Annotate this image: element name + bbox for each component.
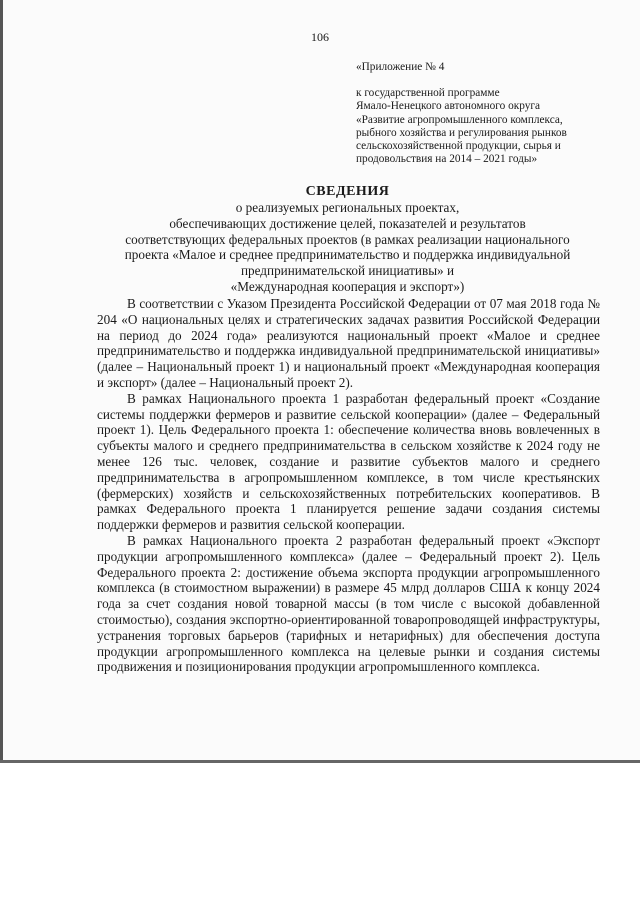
- page-number: 106: [311, 30, 329, 44]
- body-text: [97, 296, 600, 675]
- document-heading: [70, 183, 625, 295]
- heading-title: СВЕДЕНИЯ: [305, 184, 390, 199]
- appendix-title: «Приложение № 4: [356, 61, 445, 73]
- heading-line: обеспечивающих достижение целей, показателей и результатов: [169, 215, 526, 231]
- heading-line: проекта «Малое и среднее предпринимательство и поддержка индивидуальной: [124, 247, 571, 263]
- scan-edge-bottom: [0, 760, 640, 763]
- heading-line: соответствующих федеральных проектов (в рамках реализации национального: [125, 231, 570, 247]
- appendix-line: продовольствия на 2014 – 2021 годы»: [356, 153, 538, 166]
- appendix-line: рыбного хозяйства и регулирования рынков: [356, 126, 567, 139]
- heading-line: «Международная кооперация и экспорт»): [230, 278, 465, 294]
- appendix-line: Ямало-Ненецкого автономного округа: [356, 100, 541, 113]
- paragraph: В соответствии с Указом Президента Российской Федерации от 07 мая 2018 года № 204 «О национальных целях и стратегических задачах развития Российской Федерации на период до 2024 года» реализуются национальный проект «Малое и среднее предпринимательство и поддержка индивидуальной предпринимательской инициативы» (далее – Национальный проект 1) и национальный проект «Международная кооперация и экспорт» (далее – Национальный проект 2).: [97, 296, 600, 390]
- appendix-line: сельскохозяйственной продукции, сырья и: [356, 140, 561, 153]
- appendix-line: «Развитие агропромышленного комплекса,: [356, 113, 563, 126]
- scan-edge-left: [0, 0, 3, 762]
- heading-line: о реализуемых региональных проектах,: [235, 200, 460, 215]
- paragraph: В рамках Национального проекта 2 разработан федеральный проект «Экспорт продукции агропромышленного комплекса» (далее – Федеральный проект 2). Цель Федерального проекта 2: достижение объема экспорта продукции агропромышленного комплекса (в стоимостном выражении) в размере 45 млрд долларов США к концу 2024 года за счет создания новой товарной массы (в том числе с высокой добавленной стоимостью), создания экспортно-ориентированной товаропроводящей инфраструктуры, устранения торговых барьеров (тарифных и нетарифных) для обеспечения доступа продукции агропромышленного комплекса на целевые рынки и создания системы продвижения и позиционирования продукции агропромышленного комплекса.: [97, 532, 600, 675]
- appendix-line: к государственной программе: [356, 87, 500, 100]
- appendix-block: [356, 61, 616, 166]
- heading-line: предпринимательской инициативы» и: [240, 263, 455, 279]
- paragraph: В рамках Национального проекта 1 разработан федеральный проект «Создание системы поддержки фермеров и развитие сельской кооперации» (далее – Федеральный проект 1). Цель Федерального проекта 1: обеспечение количества вновь вовлеченных в субъекты малого и среднего предпринимательства в сельском хозяйстве к 2024 году не менее 126 тыс. человек, создание и развитие субъектов малого и среднего предпринимательства в агропромышленном комплексе, в том числе крестьянских (фермерских) хозяйств и сельскохозяйственных потребительских кооперативов. В рамках Федерального проекта 1 планируется решение задачи создания системы поддержки фермеров и развития сельской кооперации.: [97, 390, 600, 533]
